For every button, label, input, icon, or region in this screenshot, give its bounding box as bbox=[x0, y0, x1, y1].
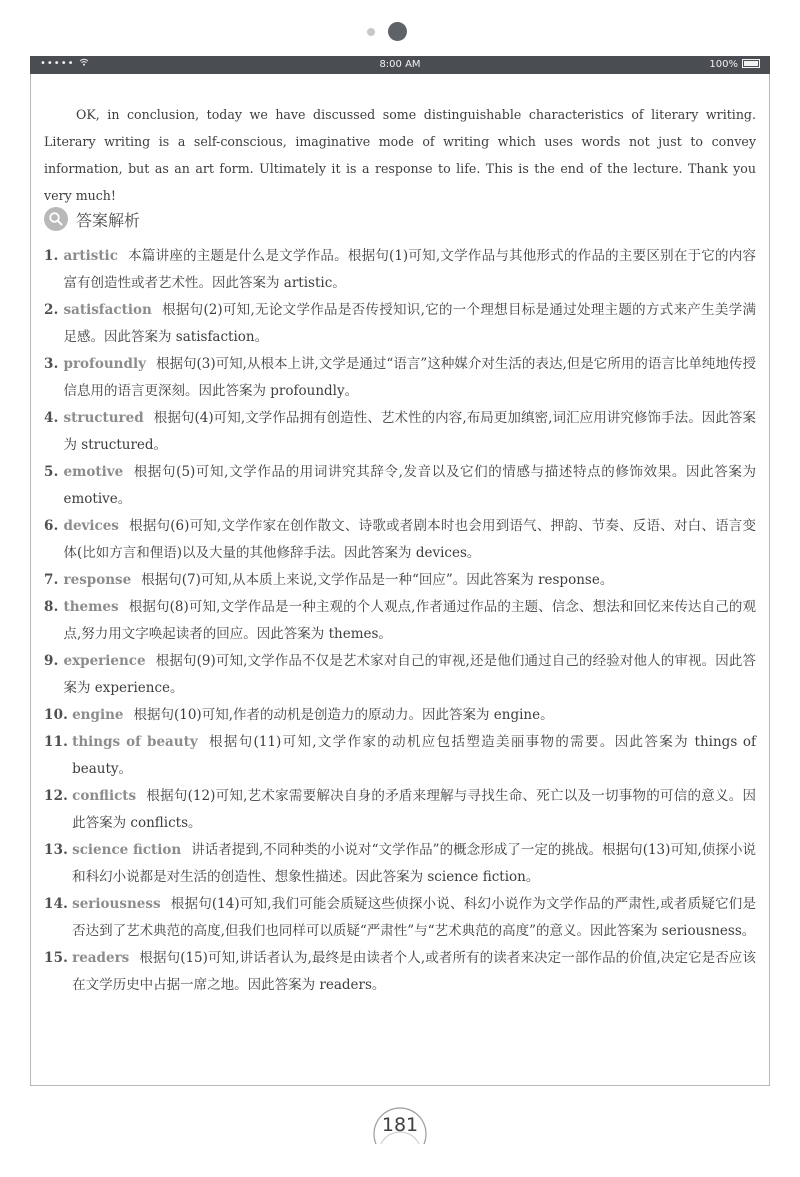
answer-keyword: response bbox=[63, 572, 132, 588]
tablet-camera bbox=[0, 22, 800, 42]
answer-number: 1. bbox=[44, 248, 59, 264]
answer-body bbox=[64, 567, 757, 594]
answer-keyword: devices bbox=[63, 518, 119, 534]
answer-explanation: 根据句(6)可知,文学作家在创作散文、诗歌或者剧本时也会用到语气、押韵、节奏、反语、对白、语言变体(比如方言和俚语)以及大量的其他修辞手法。因此答案为 devices。 bbox=[63, 518, 756, 561]
answer-explanation: 根据句(5)可知,文学作品的用词讲究其辞令,发音以及它们的情感与描述特点的修饰效果。因此答案为 emotive。 bbox=[63, 464, 756, 507]
answer-body bbox=[72, 945, 756, 999]
answer-keyword: satisfaction bbox=[63, 302, 152, 318]
answer-keyword: experience bbox=[63, 653, 146, 669]
answer-item bbox=[44, 351, 756, 405]
answer-item bbox=[44, 837, 756, 891]
answer-explanation: 根据句(8)可知,文学作品是一种主观的个人观点,作者通过作品的主题、信念、想法和回忆来传达自己的观点,努力用文字唤起读者的回应。因此答案为 themes。 bbox=[63, 599, 756, 642]
answer-number: 7. bbox=[44, 572, 59, 588]
answer-item bbox=[44, 405, 756, 459]
camera-sensor-dot bbox=[367, 28, 375, 36]
magnifier-icon bbox=[44, 207, 68, 231]
answer-body bbox=[64, 297, 757, 351]
answer-number: 3. bbox=[44, 356, 59, 372]
answer-number: 11. bbox=[44, 734, 69, 750]
answer-body bbox=[64, 513, 757, 567]
answer-explanation: 讲话者提到,不同种类的小说对“文学作品”的概念形成了一定的挑战。根据句(13)可知,侦探小说和科幻小说都是对生活的创造性、想象性描述。因此答案为 science fiction。 bbox=[72, 842, 756, 885]
answer-body bbox=[72, 837, 756, 891]
answer-number: 13. bbox=[44, 842, 69, 858]
signal-dots: ••••• bbox=[40, 58, 75, 69]
answer-item bbox=[44, 567, 756, 594]
answer-item bbox=[44, 729, 756, 783]
answer-list bbox=[44, 243, 756, 999]
answer-keyword: science fiction bbox=[72, 842, 182, 858]
answer-explanation: 本篇讲座的主题是什么是文学作品。根据句(1)可知,文学作品与其他形式的作品的主要区别在于它的内容富有创造性或者艺术性。因此答案为 artistic。 bbox=[63, 248, 756, 291]
answer-keyword: seriousness bbox=[72, 896, 161, 912]
lecture-paragraph: OK, in conclusion, today we have discussed some distinguishable characteristics of literary writing. Literary writing is a self-conscious, imaginative mode of writing which uses words not just to convey information, but as an art form. Ultimately it is a response to life. This is the end of the lecture. Thank you very much! bbox=[44, 106, 756, 203]
answer-number: 6. bbox=[44, 518, 59, 534]
answer-item bbox=[44, 891, 756, 945]
answer-body bbox=[72, 729, 756, 783]
answer-explanation: 根据句(11)可知,文学作家的动机应包括塑造美丽事物的需要。因此答案为 things of beauty。 bbox=[72, 734, 756, 777]
answer-explanation: 根据句(2)可知,无论文学作品是否传授知识,它的一个理想目标是通过处理主题的方式来产生美学满足感。因此答案为 satisfaction。 bbox=[63, 302, 756, 345]
answer-explanation: 根据句(12)可知,艺术家需要解决自身的矛盾来理解与寻找生命、死亡以及一切事物的可信的意义。因此答案为 conflicts。 bbox=[72, 788, 756, 831]
answer-body bbox=[64, 351, 757, 405]
page-number-badge bbox=[370, 1104, 430, 1150]
answer-item bbox=[44, 594, 756, 648]
answer-body bbox=[64, 648, 757, 702]
answer-number: 14. bbox=[44, 896, 69, 912]
answer-item bbox=[44, 513, 756, 567]
camera-lens-dot bbox=[388, 22, 407, 41]
answer-number: 12. bbox=[44, 788, 69, 804]
answer-explanation: 根据句(14)可知,我们可能会质疑这些侦探小说、科幻小说作为文学作品的严肃性,或者质疑它们是否达到了艺术典范的高度,但我们也同样可以质疑“严肃性”与“艺术典范的高度”的意义。因此答案为 seriousness。 bbox=[72, 896, 756, 939]
answer-body bbox=[72, 702, 756, 729]
answer-keyword: emotive bbox=[63, 464, 124, 480]
answer-item bbox=[44, 702, 756, 729]
answer-number: 10. bbox=[44, 707, 69, 723]
answer-number: 2. bbox=[44, 302, 59, 318]
answer-keyword: conflicts bbox=[72, 788, 137, 804]
section-heading bbox=[44, 205, 140, 233]
answer-item bbox=[44, 297, 756, 351]
answer-explanation: 根据句(10)可知,作者的动机是创造力的原动力。因此答案为 engine。 bbox=[133, 707, 554, 723]
answer-keyword: profoundly bbox=[63, 356, 146, 372]
battery-status bbox=[709, 59, 760, 70]
answer-number: 8. bbox=[44, 599, 59, 615]
answer-item bbox=[44, 648, 756, 702]
status-time: 8:00 AM bbox=[379, 59, 421, 70]
answer-number: 4. bbox=[44, 410, 59, 426]
section-title: 答案解析 bbox=[76, 210, 141, 230]
page-number: 181 bbox=[381, 1114, 419, 1136]
answer-keyword: structured bbox=[63, 410, 144, 426]
answer-keyword: artistic bbox=[63, 248, 118, 264]
answer-body bbox=[64, 243, 757, 297]
answer-explanation: 根据句(7)可知,从本质上来说,文学作品是一种“回应”。因此答案为 response。 bbox=[141, 572, 614, 588]
answer-keyword: themes bbox=[63, 599, 119, 615]
answer-body bbox=[72, 891, 756, 945]
answer-item bbox=[44, 945, 756, 999]
answer-item bbox=[44, 459, 756, 513]
answer-number: 9. bbox=[44, 653, 59, 669]
answer-keyword: things of beauty bbox=[72, 734, 198, 750]
answer-item bbox=[44, 783, 756, 837]
answer-body bbox=[64, 459, 757, 513]
answer-body bbox=[64, 405, 757, 459]
battery-percentage: 100% bbox=[709, 59, 738, 70]
answer-keyword: engine bbox=[72, 707, 124, 723]
answer-keyword: readers bbox=[72, 950, 130, 966]
answer-number: 5. bbox=[44, 464, 59, 480]
answer-item bbox=[44, 243, 756, 297]
answer-number: 15. bbox=[44, 950, 69, 966]
battery-icon bbox=[742, 59, 760, 68]
answer-explanation: 根据句(15)可知,讲话者认为,最终是由读者个人,或者所有的读者来决定一部作品的价值,决定它是否应该在文学历史中占据一席之地。因此答案为 readers。 bbox=[72, 950, 756, 993]
answer-body bbox=[64, 594, 757, 648]
answer-explanation: 根据句(9)可知,文学作品不仅是艺术家对自己的审视,还是他们通过自己的经验对他人的审视。因此答案为 experience。 bbox=[63, 653, 756, 696]
answer-body bbox=[72, 783, 756, 837]
answer-explanation: 根据句(4)可知,文学作品拥有创造性、艺术性的内容,布局更加缜密,词汇应用讲究修饰手法。因此答案为 structured。 bbox=[63, 410, 756, 453]
status-bar bbox=[30, 56, 770, 74]
answer-explanation: 根据句(3)可知,从根本上讲,文学是通过“语言”这种媒介对生活的表达,但是它所用的语言比单纯地传授信息用的语言更深刻。因此答案为 profoundly。 bbox=[63, 356, 756, 399]
